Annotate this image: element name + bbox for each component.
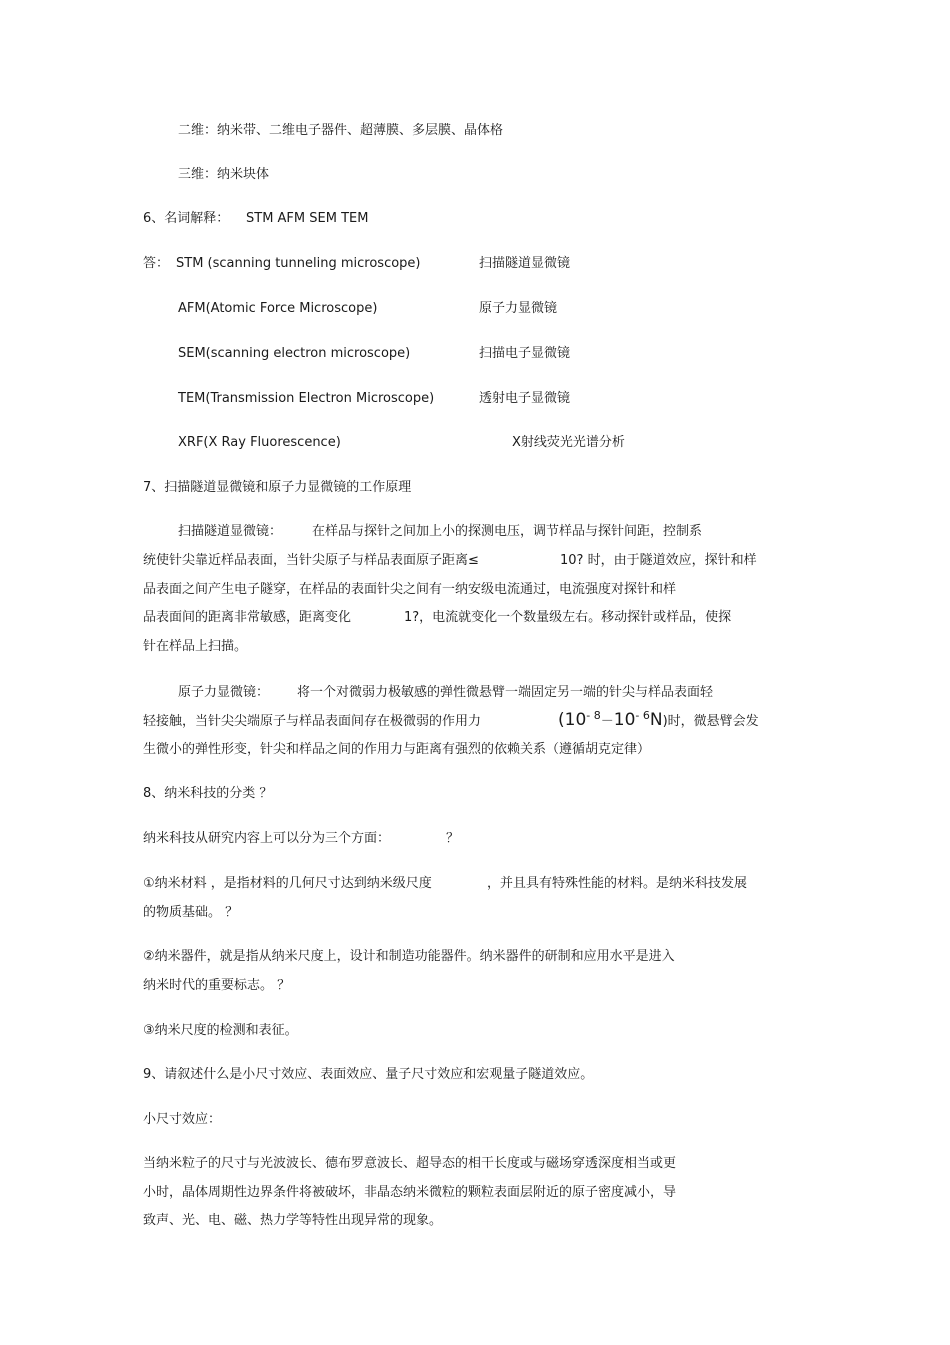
small-size-1: 当纳米粒子的尺寸与光波波长、德布罗意波长、超导态的相干长度或与磁场穿透深度相当或更	[143, 1156, 677, 1171]
q9-heading: 9、请叙述什么是小尺寸效应、表面效应、量子尺寸效应和宏观量子隧道效应。	[143, 1067, 594, 1082]
tem-term: TEM(Transmission Electron Microscope)	[178, 391, 435, 406]
item1-b: ，并且具有特殊性能的材料。是纳米科技发展	[487, 876, 748, 891]
q8-intro: 纳米科技从研究内容上可以分为三个方面：	[143, 831, 391, 846]
stm-para-2b: 10? 时，由于隧道效应，探针和样	[560, 553, 757, 568]
stm-para-1: 在样品与探针之间加上小的探测电压，调节样品与探针间距，控制系	[312, 524, 703, 539]
item1-c: 的物质基础。 ？	[143, 905, 239, 920]
q8-intro-mark: ？	[446, 831, 460, 846]
item1-a: ①纳米材料 ，是指材料的几何尺寸达到纳米级尺度	[143, 876, 432, 891]
afm-term: AFM(Atomic Force Microscope)	[178, 301, 378, 316]
text-3d: 三维：纳米块体	[178, 167, 270, 182]
q6-heading: 6、名词解释：	[143, 211, 230, 226]
small-size-3: 致声、光、电、磁、热力学等特性出现异常的现象。	[143, 1213, 443, 1228]
stm-para-2a: 统使针尖靠近样品表面，当针尖原子与样品表面原子距离≤	[143, 553, 479, 568]
afm-para-3: 生微小的弹性形变，针尖和样品之间的作用力与距离有强烈的依赖关系（遵循胡克定律）	[143, 742, 651, 757]
stm-para-4b: 1?，电流就变化一个数量级左右。移动探针或样品，使探	[404, 610, 732, 625]
afm-label: 原子力显微镜：	[178, 685, 270, 700]
afm-cn: 原子力显微镜	[479, 301, 558, 316]
tem-cn: 透射电子显微镜	[479, 391, 571, 406]
item2-b: 纳米时代的重要标志。 ？	[143, 978, 291, 993]
stm-para-3: 品表面之间产生电子隧穿，在样品的表面针尖之间有一纳安级电流通过，电流强度对探针和样	[143, 582, 677, 597]
small-size-2: 小时，晶体周期性边界条件将被破坏，非晶态纳米微粒的颗粒表面层附近的原子密度减小，导	[143, 1185, 677, 1200]
q8-heading: 8、纳米科技的分类 ？	[143, 786, 273, 801]
q6-terms: STM AFM SEM TEM	[246, 211, 369, 226]
afm-para-2a: 轻接触，当针尖尖端原子与样品表面间存在极微弱的作用力	[143, 714, 482, 729]
stm-label: 扫描隧道显微镜：	[178, 524, 283, 539]
force-range: $(10^{- 8}-10^{- 6}N)$时，微悬臂会发	[558, 709, 759, 730]
xrf-term: XRF(X Ray Fluorescence)	[178, 435, 341, 450]
stm-para-5: 针在样品上扫描。	[143, 639, 248, 654]
sem-term: SEM(scanning electron microscope)	[178, 346, 411, 361]
answer-prefix: 答：	[143, 256, 170, 271]
stm-para-4a: 品表面间的距离非常敏感，距离变化	[143, 610, 352, 625]
stm-cn: 扫描隧道显微镜	[479, 256, 571, 271]
afm-para-1: 将一个对微弱力极敏感的弹性微悬臂一端固定另一端的针尖与样品表面轻	[297, 685, 714, 700]
xrf-cn: X射线荧光光谱分析	[512, 435, 625, 450]
small-size-title: 小尺寸效应：	[143, 1112, 222, 1127]
q7-heading: 7、扫描隧道显微镜和原子力显微镜的工作原理	[143, 480, 412, 495]
item2-a: ②纳米器件，就是指从纳米尺度上，设计和制造功能器件。纳米器件的研制和应用水平是进入	[143, 949, 675, 964]
text-2d: 二维：纳米带、二维电子器件、超薄膜、多层膜、晶体格	[178, 123, 504, 138]
stm-term: STM (scanning tunneling microscope)	[176, 256, 421, 271]
item3: ③纳米尺度的检测和表征。	[143, 1023, 298, 1038]
sem-cn: 扫描电子显微镜	[479, 346, 571, 361]
